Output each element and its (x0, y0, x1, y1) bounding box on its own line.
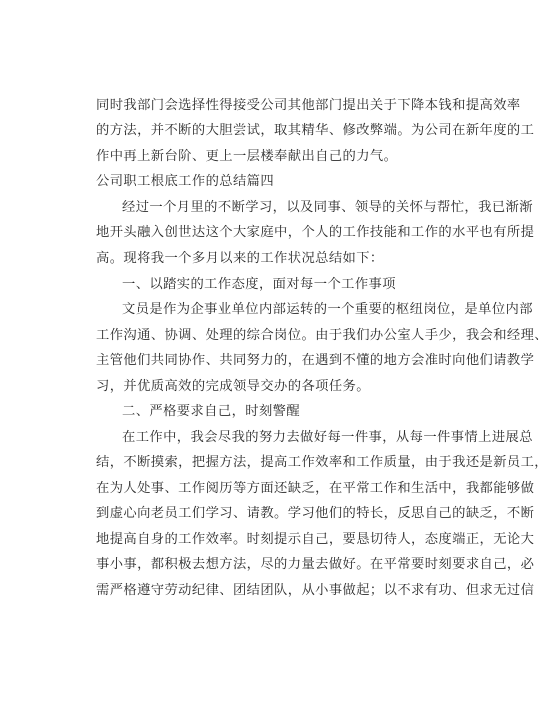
paragraph-line: 需严格遵守劳动纪律、团结团队，从小事做起；以不求有功、但求无过信 (96, 583, 535, 598)
paragraph-line: 经过一个月里的不断学习，以及同事、领导的关怀与帮忙，我已渐渐 (122, 200, 533, 215)
paragraph-line: 文员是作为企事业单位内部运转的一个重要的枢纽岗位，是单位内部 (122, 302, 533, 317)
section-heading: 一、以踏实的工作态度，面对每一个工作事项 (122, 277, 396, 292)
paragraph-line: 在工作中，我会尽我的努力去做好每一件事，从每一件事情上进展总 (122, 430, 533, 445)
paragraph-line: 作中再上新台阶、更上一层楼奉献出自己的力气。 (96, 149, 398, 164)
paragraph-line: 结，不断摸索，把握方法，提高工作效率和工作质量，由于我还是新员工， (96, 455, 548, 470)
paragraph-line: 事小事，都积极去想方法，尽的力量去做好。在平常要时刻要求自己，必 (96, 557, 535, 572)
paragraph-line: 习，并优质高效的完成领导交办的各项任务。 (96, 379, 370, 394)
paragraph-line: 地开头融入创世达这个大家庭中，个人的工作技能和工作的水平也有所提 (96, 225, 535, 240)
paragraph-line: 在为人处事、工作阅历等方面还缺乏，在平常工作和生活中，我都能够做 (96, 481, 535, 496)
paragraph-line: 同时我部门会选择性得接受公司其他部门提出关于下降本钱和提高效率 (96, 98, 521, 113)
paragraph-line: 的方法，并不断的大胆尝试，取其精华、修改弊端。为公司在新年度的工 (96, 123, 535, 138)
section-title: 公司职工根底工作的总结篇四 (96, 174, 275, 189)
section-heading: 二、严格要求自己，时刻警醒 (122, 404, 301, 419)
paragraph-line: 工作沟通、协调、处理的综合岗位。由于我们办公室人手少，我会和经理、 (96, 328, 548, 343)
paragraph-line: 地提高自身的工作效率。时刻提示自己，要恳切待人，态度端正，无论大 (96, 532, 535, 547)
paragraph-line: 到虚心向老员工们学习、请教。学习他们的特长，反思自己的缺乏，不断 (96, 506, 535, 521)
paragraph-line: 高。现将我一个多月以来的工作状况总结如下： (96, 251, 384, 266)
paragraph-line: 主管他们共同协作、共同努力的，在遇到不懂的地方会准时向他们请教学 (96, 353, 535, 368)
